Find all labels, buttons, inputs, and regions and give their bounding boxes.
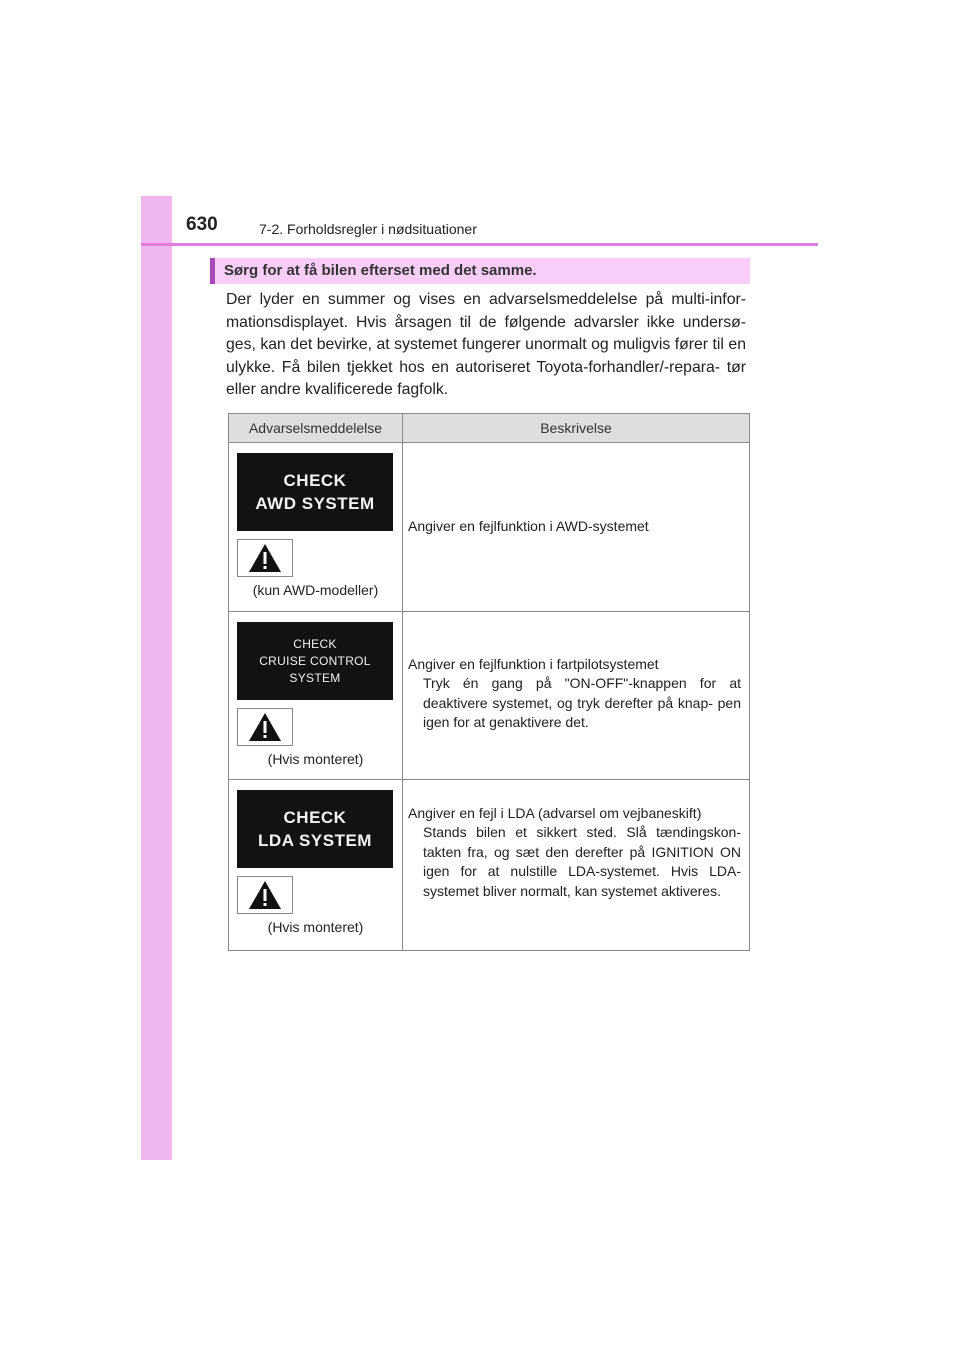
display-check-lda-system: CHECK LDA SYSTEM <box>237 790 393 868</box>
message-cell <box>229 780 403 951</box>
description-cell <box>403 780 750 951</box>
row-caption: (Hvis monteret) <box>267 751 364 767</box>
warning-message-table <box>228 413 750 951</box>
description-main: Angiver en fejlfunktion i AWD-systemet <box>408 518 649 535</box>
message-cell <box>229 443 403 612</box>
notice-title: Sørg for at få bilen efterset med det samme. <box>224 262 537 279</box>
table-header-row <box>229 414 750 443</box>
page-number: 630 <box>186 214 218 235</box>
chapter-sidebar-tab <box>141 196 172 1160</box>
description-main: Angiver en fejl i LDA (advarsel om vejbaneskift) <box>408 805 702 821</box>
warning-triangle-icon <box>237 539 293 577</box>
row-caption: (kun AWD-modeller) <box>252 582 379 598</box>
header-description: Beskrivelse <box>403 414 750 443</box>
intro-paragraph: Der lyder en summer og vises en advarselsmeddelelse på multi-infor- mationsdisplayet. Hvis årsagen til de følgende advarsler ikke undersø- ges, kan det bevirke, at systemet fungerer unormalt og muligvis fører til en ulykke. Få bilen tjekket hos en autoriseret Toyota-forhandler/-repara- tør eller andre kvalificerede fagfolk. <box>226 291 746 399</box>
warning-triangle-icon <box>237 708 293 746</box>
header-rule <box>141 243 818 246</box>
message-cell <box>229 612 403 780</box>
notice-bar <box>210 258 750 284</box>
description-main: Angiver en fejlfunktion i fartpilotsystemet <box>408 656 659 672</box>
description-cell <box>403 612 750 780</box>
table-row <box>229 612 750 780</box>
display-check-awd-system: CHECK AWD SYSTEM <box>237 453 393 531</box>
display-check-cruise-control-system: CHECK CRUISE CONTROL SYSTEM <box>237 622 393 700</box>
header-warning-message: Advarselsmeddelelse <box>229 414 403 443</box>
table-row <box>229 443 750 612</box>
row-caption: (Hvis monteret) <box>267 919 364 935</box>
warning-triangle-icon <box>237 876 293 914</box>
section-title: 7-2. Forholdsregler i nødsituationer <box>259 221 477 237</box>
table-row <box>229 780 750 951</box>
description-cell <box>403 443 750 612</box>
description-detail: Stands bilen et sikkert sted. Slå tændingskon- takten fra, og sæt den derefter på IGNITION ON igen for at nulstille LDA-systemet. Hvis LDA-systemet bliver normalt, kan systemet aktiveres. <box>423 824 741 899</box>
notice-accent <box>210 258 215 284</box>
description-detail: Tryk én gang på "ON-OFF"-knappen for at deaktivere systemet, og tryk derefter på knap- pen igen for at genaktivere det. <box>423 675 741 731</box>
